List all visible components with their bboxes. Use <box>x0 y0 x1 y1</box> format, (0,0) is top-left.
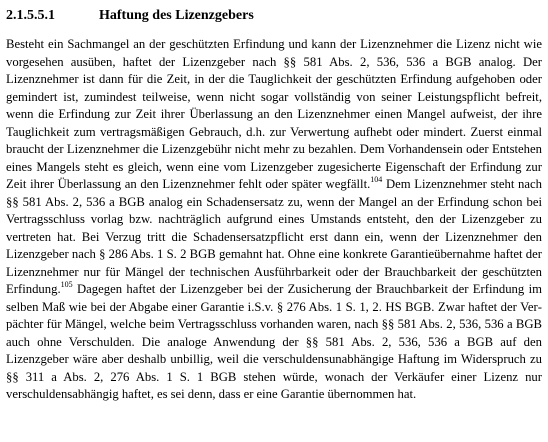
footnote-reference-105[interactable]: 105 <box>60 279 73 289</box>
body-paragraph <box>6 36 542 404</box>
section-title: Haftung des Lizenzgebers <box>99 8 254 23</box>
section-number: 2.1.5.5.1 <box>6 8 55 23</box>
paragraph-text-part-3: Dagegen haftet der Lizenzgeber bei der Zusicherung der Brauchbarkeit der Erfindung im selben Maß wie bei der Abgabe einer Garantie i.S.v. § 276 Abs. 1 S. 1, 2. HS BGB. Zwar haftet der Verpächter für Mängel, welche beim Vertragsschluss vorhanden waren, nach §§ 581 Abs. 2, 536, 536 a BGB auch ohne Verschulden. Die analoge Anwendung der §§ 581 Abs. 2, 536, 536 a BGB auf den Lizenzgeber wäre aber deshalb unbillig, weil die verschuldensunabhängige Haftung im Widerspruch zu §§ 311 a Abs. 2, 276 Abs. 1 S. 1 BGB stehen würde, wonach der Verkäufer einer Lizenz nur verschuldensabhängig haftet, es sei denn, dass er eine Garantie übernommen hat. <box>6 282 542 401</box>
paragraph-text-part-2: Dem Lizenznehmer steht nach §§ 581 Abs. 2, 536 a BGB analog ein Schadensersatz zu, wenn der Mangel an der Erfindung schon bei Vertragsschluss vorlag bzw. nachträglich aufgrund eines Umstands entsteht, den der Lizenzgeber zu vertreten hat. Bei Verzug tritt die Schadensersatzpflicht erst dann ein, wenn der Lizenznehmer den Lizenzgeber nach § 286 Abs. 1 S. 2 BGB gemahnt hat. Ohne eine konkrete Garantieübernahme haftet der Lizenznehmer nur für Mängel der technischen Ausführbarkeit oder der Brauchbarkeit der geschützten Erfindung. <box>6 177 543 296</box>
footnote-reference-104[interactable]: 104 <box>370 174 383 184</box>
paragraph-text-part-1: Besteht ein Sachmangel an der geschützten Erfindung und kann der Lizenznehmer die Lizenz nicht wie vorgesehen ausüben, haftet der Lizenzgeber nach §§ 581 Abs. 2, 536, 536 a BGB analog. Der Lizenznehmer ist dann für die Zeit, in der die Tauglichkeit der geschützten Erfindung aufgehoben oder gemindert ist, zumindest teilweise, wenn nicht sogar vollständig von seiner Leistungspflicht befreit, wenn die Erfindung zur Zeit ihrer Überlassung an den Lizenznehmer einen Mangel aufweist, der ihre Tauglichkeit zum vertragsmäßigen Gebrauch, d.h. zur Verwertung aufhebt oder mindert. Zuerst einmal braucht der Lizenznehmer die Lizenzgebühr nicht mehr zu bezahlen. Dem Vorhandensein oder Entstehen eines Mangels steht es gleich, wenn eine vom Lizenzgeber zugesicherte Eigenschaft der Erfindung zur Zeit ihrer Überlassung an den Lizenznehmer fehlt oder später wegfällt. <box>6 37 542 191</box>
section-heading <box>6 7 542 25</box>
